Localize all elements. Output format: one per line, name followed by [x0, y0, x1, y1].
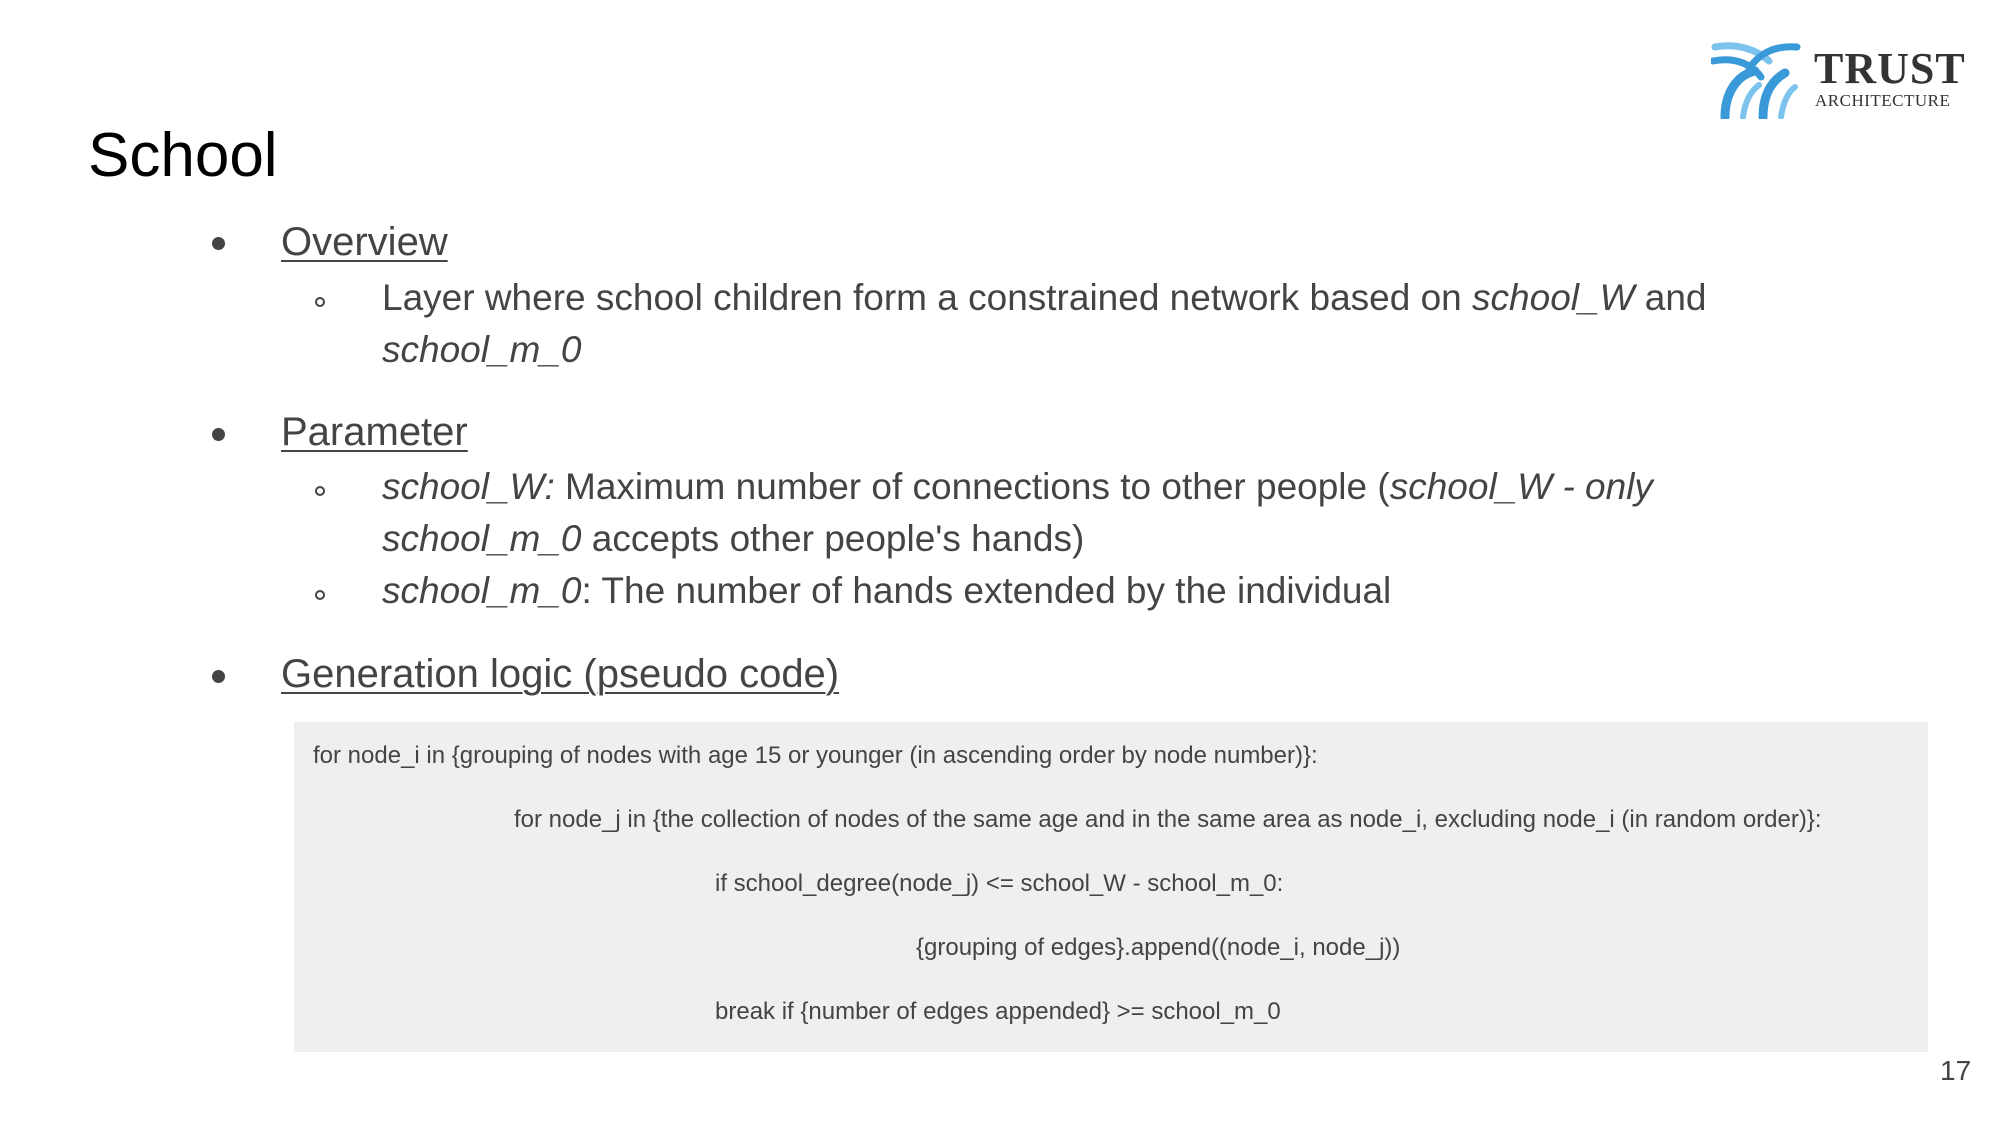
parameter-item-1-line-2 [382, 513, 1084, 565]
logo-mark-icon [1711, 41, 1801, 119]
parameter-item-2 [382, 565, 1391, 617]
logo-word-architecture: ARCHITECTURE [1815, 91, 1951, 110]
code-line-4: {grouping of edges}.append((node_i, node_j)) [916, 934, 1401, 961]
param-text-1: Maximum number of connections to other people ( [554, 466, 1390, 507]
param-text-2: : The number of hands extended by the individual [581, 570, 1392, 611]
sub-bullet-icon [315, 486, 325, 496]
code-line-1: for node_i in {grouping of nodes with age 15 or younger (in ascending order by node number)}: [313, 742, 1318, 769]
overview-var-school-m0: school_m_0 [382, 329, 582, 370]
code-line-5: break if {number of edges appended} >= school_m_0 [715, 998, 1281, 1025]
param-var-school-m0: school_m_0 [382, 518, 582, 559]
parameter-item-1-line-1 [382, 461, 1653, 513]
page-title: School [88, 121, 278, 190]
param-var-school-w-only: school_W - only [1389, 466, 1653, 507]
overview-heading: Overview [281, 220, 448, 264]
bullet-dot-icon [212, 670, 225, 683]
overview-var-school-w: school_W [1472, 277, 1635, 318]
code-line-2: for node_j in {the collection of nodes of the same age and in the same area as node_i, excluding node_i (in random order)}: [514, 806, 1822, 833]
param-text-1b: accepts other people's hands) [581, 518, 1085, 559]
param-var-school-m0-2: school_m_0 [382, 570, 582, 611]
trust-architecture-logo [1711, 41, 1966, 119]
parameter-heading: Parameter [281, 410, 468, 454]
logo-word-trust: TRUST [1814, 44, 1966, 93]
sub-bullet-icon [315, 297, 325, 307]
overview-text-end: and [1634, 277, 1707, 318]
page-number: 17 [1940, 1055, 1972, 1086]
pseudo-code-block [294, 722, 1928, 1052]
bullet-dot-icon [212, 428, 225, 441]
overview-text: Layer where school children form a constrained network based on [382, 277, 1473, 318]
bullet-dot-icon [212, 237, 225, 250]
sub-bullet-icon [315, 590, 325, 600]
overview-line-1 [382, 272, 1707, 324]
generation-heading: Generation logic (pseudo code) [281, 652, 840, 696]
param-var-school-w: school_W: [382, 466, 555, 507]
overview-line-2 [382, 324, 582, 376]
code-line-3: if school_degree(node_j) <= school_W - school_m_0: [715, 870, 1284, 897]
